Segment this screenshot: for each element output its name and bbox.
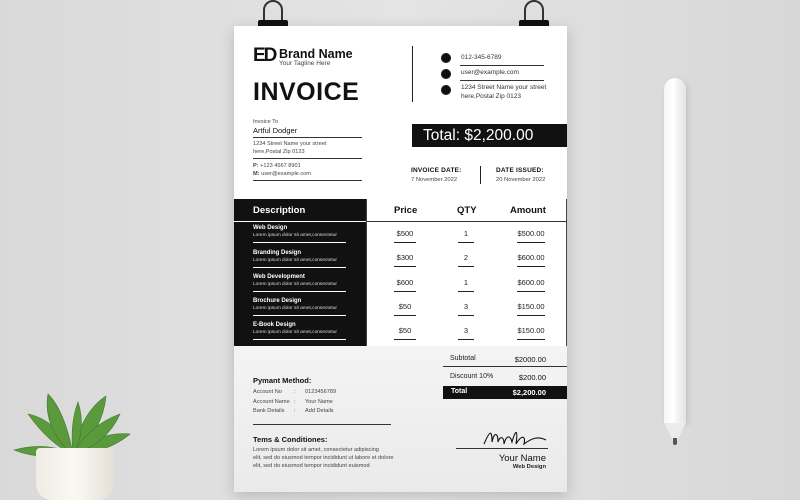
item-amount: $150.00 [517,326,545,335]
contact-address-2: here,Postal Zip 0123 [461,93,521,100]
header-price: Price [394,205,418,216]
bill-to-email: M: user@example.com [253,171,311,177]
cell-rule [458,339,474,340]
discount-value: $200.00 [518,373,546,382]
signature-role: Web Design [512,464,546,470]
cell-rule [394,315,416,316]
item-amount: $600.00 [517,278,545,287]
item-price: $500 [396,229,414,238]
item-title: E-Book Design [253,322,296,328]
item-description: Lorem ipsum dolor sit amet,consectetur [253,306,337,311]
item-price: $300 [396,253,414,262]
bill-to-address-2: here,Postal Zip 0123 [253,149,305,155]
header-rule [366,221,567,222]
item-amount: $600.00 [517,253,545,262]
brand-logo: ED [253,45,276,66]
contact-address-1: 1234 Street Name your street [461,84,547,91]
invoice-lower-panel [234,346,567,492]
terms-line: Lorem ipsum dolor sit amet, consectetur adipiscing [253,447,379,453]
item-description: Lorem ipsum dolor sit amet,consectetur [253,233,337,238]
item-price: $50 [398,302,412,311]
bill-to-rule [253,158,362,159]
invoice-date-label: INVOICE DATE: [411,167,462,174]
date-divider [480,166,481,184]
cell-rule [458,266,474,267]
item-description: Lorem ipsum dolor sit amet,consectetur [253,330,337,335]
item-price: $600 [396,278,414,287]
cell-rule [394,339,416,340]
contact-rule [460,65,544,66]
signature-rule [456,448,548,449]
payment-account-no-value: 0123456789 [305,389,337,395]
invoice-sheet [234,26,567,492]
contact-email: user@example.com [461,69,519,76]
terms-title: Tems & Conditiones: [253,435,328,444]
item-description: Lorem ipsum dolor sit amet,consectetur [253,282,337,287]
terms-line: elit, sed do eiusmod tempor incididunt euismod [253,463,370,469]
signature-name: Your Name [498,453,546,464]
cell-rule [458,315,474,316]
discount-label: Discount 10% [450,373,494,380]
total-banner: Total: $2,200.00 [412,124,567,147]
invoice-date-value: 7 November 2022 [411,177,458,183]
item-qty: 1 [463,278,469,287]
item-qty: 1 [463,229,469,238]
item-rule [253,242,346,243]
bill-to-address-1: 1234 Street Name your street [253,141,327,147]
header-description: Description [253,205,306,216]
invoice-title: INVOICE [253,78,360,106]
total-value: $2,200.00 [512,388,546,397]
total-row [443,386,567,399]
cell-rule [517,242,545,243]
item-rule [253,267,346,268]
item-qty: 2 [463,253,469,262]
total-label: Total [451,388,468,395]
payment-title: Pymant Method: [253,376,312,385]
payment-account-name-value: Your Name [305,399,333,405]
payment-sep: : [294,389,296,395]
item-rule [253,339,346,340]
item-qty: 3 [463,326,469,335]
email-icon [441,69,451,79]
bill-to-rule [253,137,362,138]
item-title: Brochure Design [253,298,302,304]
payment-bank-value: Add Details [305,408,334,414]
cell-rule [458,242,474,243]
contact-phone: 012-345-6789 [461,54,502,61]
payment-sep: : [294,408,296,414]
item-description: Lorem ipsum dolor sit amet,consectetur [253,258,337,263]
summary-rule [443,366,567,367]
brand-tagline: Your Tagline Here [279,60,331,67]
subtotal-value: $2000.00 [514,355,546,364]
payment-bank-label: Bank Details [253,408,285,414]
item-rule [253,315,346,316]
pencil [664,78,686,423]
item-price: $50 [398,326,412,335]
cell-rule [394,291,416,292]
subtotal-label: Subtotal [450,355,476,362]
pencil-lead [673,438,677,445]
plant-pot [36,448,114,500]
header-rule [234,221,366,222]
cell-rule [517,339,545,340]
bill-to-label: Invoice To [253,119,279,125]
header-divider [412,46,413,102]
item-title: Web Development [253,274,305,280]
cell-rule [517,291,545,292]
payment-account-name-label: Account Name [253,399,290,405]
cell-rule [517,266,545,267]
payment-rule [253,424,391,425]
signature-scribble [482,426,548,450]
payment-account-no-label: Account No [253,389,282,395]
phone-icon [441,53,451,63]
item-qty: 3 [463,302,469,311]
header-qty: QTY [457,205,477,216]
date-issued-value: 20 November 2022 [496,177,546,183]
contact-rule [460,80,544,81]
item-amount: $150.00 [517,302,545,311]
item-title: Branding Design [253,250,302,256]
date-issued-label: DATE ISSUED: [496,167,544,174]
cell-rule [458,291,474,292]
item-title: Web Design [253,225,288,231]
bill-to-rule [253,180,362,181]
location-icon [441,85,451,95]
bill-to-name: Artful Dodger [253,126,298,135]
cell-rule [394,266,416,267]
terms-line: elit, sed do eiusmod tempor incididunt ut labore et dolore [253,455,394,461]
payment-sep: : [294,399,296,405]
cell-rule [517,315,545,316]
item-amount: $500.00 [517,229,545,238]
item-rule [253,291,346,292]
header-amount: Amount [510,205,546,216]
bill-to-phone: P: +123 4567 8901 [253,163,301,169]
cell-rule [394,242,416,243]
brand-name: Brand Name [279,47,353,61]
